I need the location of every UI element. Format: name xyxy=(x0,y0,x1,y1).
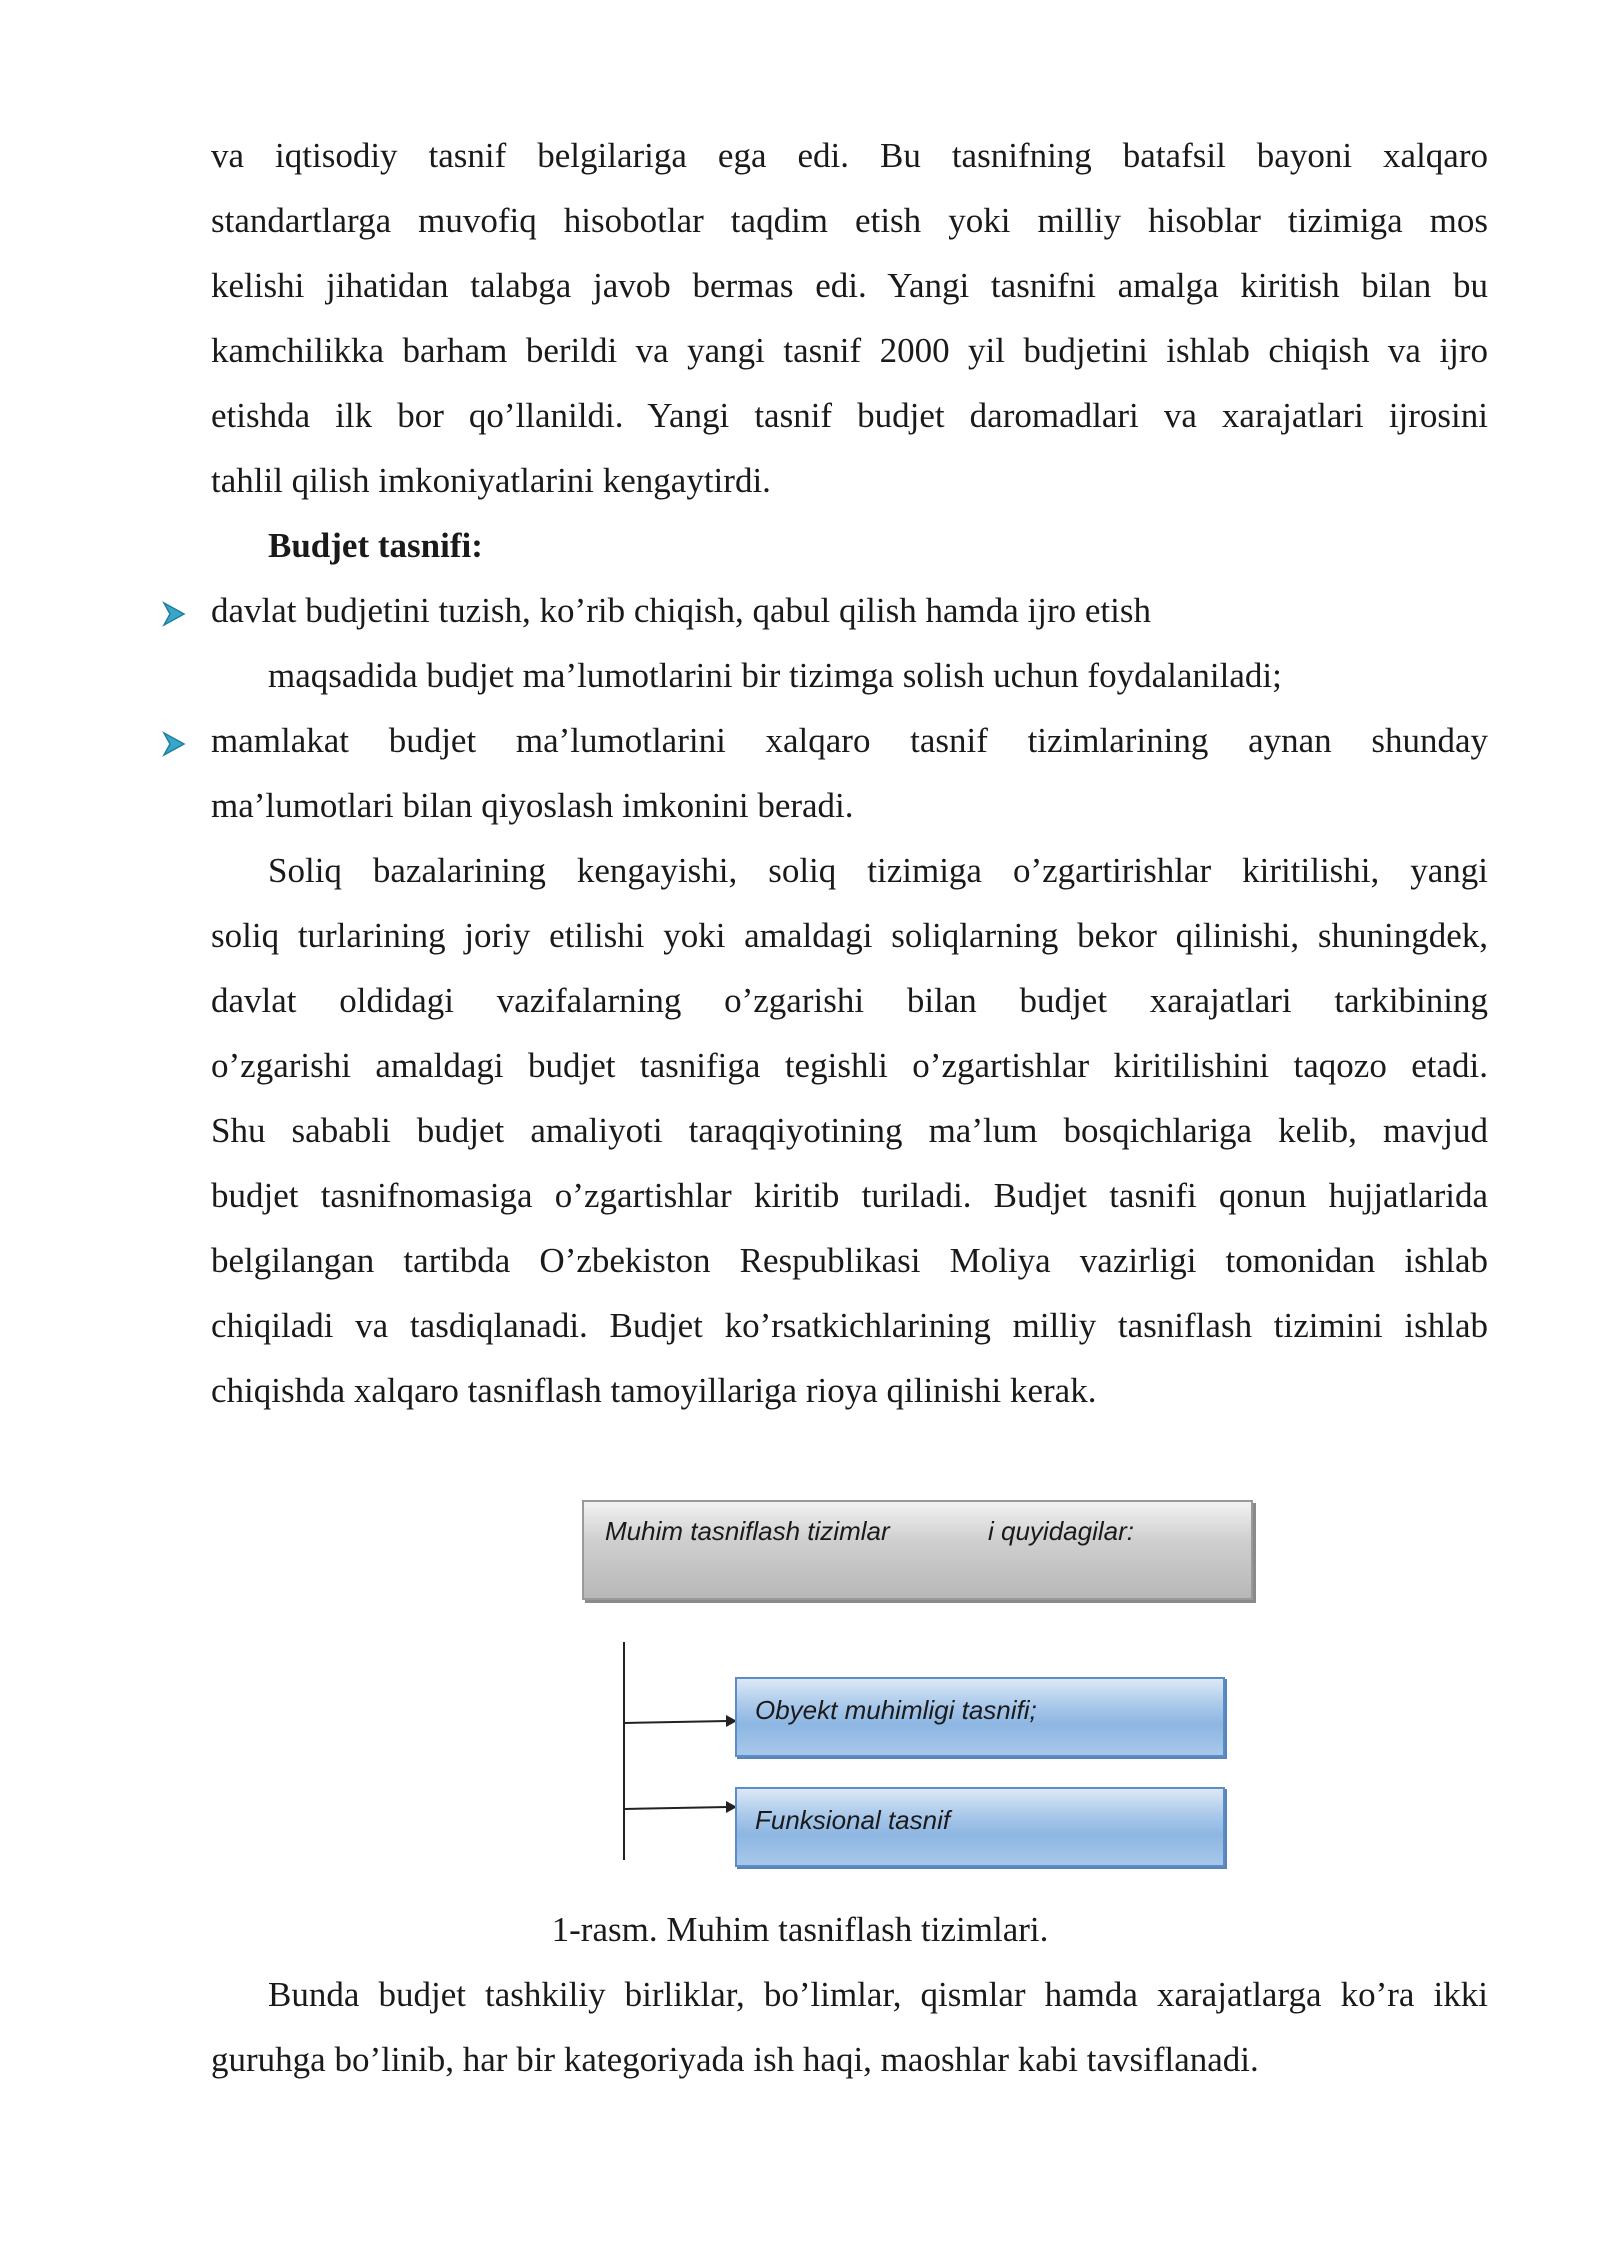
paragraph1-line-5: etishda ilk bor qo’llanildi. Yangi tasnif budjet daromadlari va xarajatlari ijrosini xyxy=(211,396,1488,435)
diagram-connectors xyxy=(600,1640,750,1870)
bullet1-line-1: davlat budjetini tuzish, ko’rib chiqish, qabul qilish hamda ijro etish xyxy=(211,591,1151,630)
arrowhead-bullet-icon xyxy=(160,721,190,767)
bullet2-line-1: mamlakat budjet ma’lumotlarini xalqaro tasnif tizimlarining aynan shunday xyxy=(211,721,1488,760)
bullet2-line-2: ma’lumotlari bilan qiyoslash imkonini beradi. xyxy=(211,786,854,825)
diagram-item-label: Funksional tasnif xyxy=(755,1805,951,1835)
paragraph1-line-2: standartlarga muvofiq hisobotlar taqdim etish yoki milliy hisoblar tizimiga mos xyxy=(211,201,1488,240)
section-heading: Budjet tasnifi: xyxy=(268,526,483,565)
paragraph1-line-4: kamchilikka barham berildi va yangi tasnif 2000 yil budjetini ishlab chiqish va ijro xyxy=(211,331,1488,370)
paragraph3-line-1: Bunda budjet tashkiliy birliklar, bo’limlar, qismlar hamda xarajatlarga ko’ra ikki xyxy=(268,1975,1488,2014)
paragraph2-line-2: soliq turlarining joriy etilishi yoki amaldagi soliqlarning bekor qilinishi, shuningdek, xyxy=(211,916,1488,955)
paragraph2-line-4: o’zgarishi amaldagi budjet tasnifiga tegishli o’zgartishlar kiritilishini taqozo etadi. xyxy=(211,1046,1488,1085)
paragraph2-line-1: Soliq bazalarining kengayishi, soliq tizimiga o’zgartirishlar kiritilishi, yangi xyxy=(268,851,1488,890)
paragraph2-line-6: budjet tasnifnomasiga o’zgartishlar kiritib turiladi. Budjet tasnifi qonun hujjatlarida xyxy=(211,1176,1488,1215)
diagram-item-box xyxy=(735,1677,1225,1757)
diagram-item-label: Obyekt muhimligi tasnifi; xyxy=(755,1695,1037,1725)
paragraph2-line-5: Shu sababli budjet amaliyoti taraqqiyotining ma’lum bosqichlariga kelib, mavjud xyxy=(211,1111,1488,1150)
paragraph1-line-1: va iqtisodiy tasnif belgilariga ega edi. Bu tasnifning batafsil bayoni xalqaro xyxy=(211,136,1488,175)
bullet1-line-2: maqsadida budjet ma’lumotlarini bir tizimga solish uchun foydalaniladi; xyxy=(268,656,1282,695)
paragraph1-line-3: kelishi jihatidan talabga javob bermas edi. Yangi tasnifni amalga kiritish bilan bu xyxy=(211,266,1488,305)
paragraph1-line-6: tahlil qilish imkoniyatlarini kengaytirdi. xyxy=(211,461,771,500)
diagram-title-part1: Muhim tasniflash tizimlar xyxy=(605,1516,890,1546)
paragraph2-line-7: belgilangan tartibda O’zbekiston Respublikasi Moliya vazirligi tomonidan ishlab xyxy=(211,1241,1488,1280)
arrowhead-bullet-icon xyxy=(160,591,190,637)
paragraph3-line-2: guruhga bo’linib, har bir kategoriyada ish haqi, maoshlar kabi tavsiflanadi. xyxy=(211,2040,1259,2079)
paragraph2-line-3: davlat oldidagi vazifalarning o’zgarishi bilan budjet xarajatlari tarkibining xyxy=(211,981,1488,1020)
diagram-title-part2: i quyidagilar: xyxy=(988,1516,1134,1546)
diagram-item-box xyxy=(735,1787,1225,1867)
paragraph2-line-8: chiqiladi va tasdiqlanadi. Budjet ko’rsatkichlarining milliy tasniflash tizimini ishlab xyxy=(211,1306,1488,1345)
paragraph2-line-9: chiqishda xalqaro tasniflash tamoyillariga rioya qilinishi kerak. xyxy=(211,1371,1097,1410)
figure-caption: 1-rasm. Muhim tasniflash tizimlari. xyxy=(551,1910,1049,1949)
diagram-title-box xyxy=(582,1500,1253,1600)
